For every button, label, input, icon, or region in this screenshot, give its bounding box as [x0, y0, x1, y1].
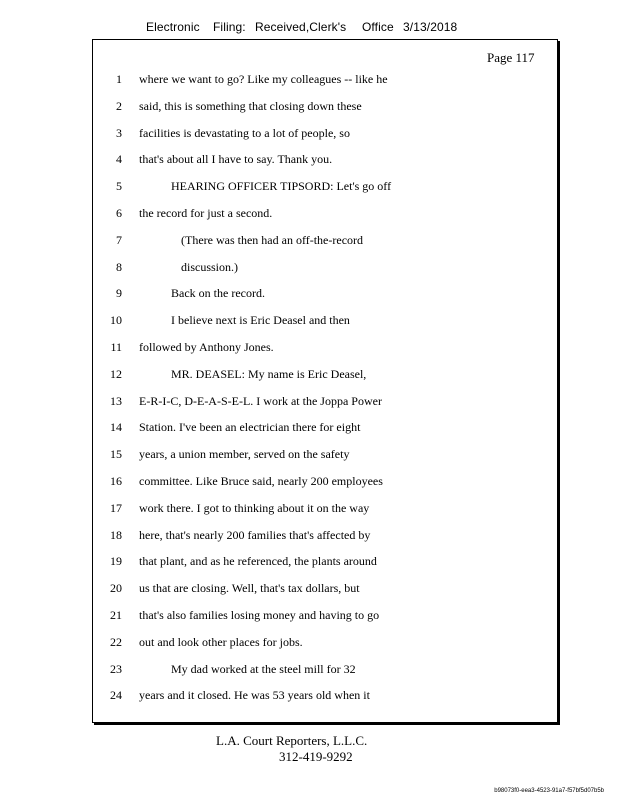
line-text: E-R-I-C, D-E-A-S-E-L. I work at the Joppa Power	[139, 393, 382, 408]
transcript-line	[92, 177, 556, 195]
transcript-line	[92, 338, 556, 356]
transcript-line	[92, 499, 556, 517]
transcript-line	[92, 445, 556, 463]
transcript-line	[92, 686, 556, 704]
line-number: 19	[110, 554, 122, 569]
transcript-line	[92, 418, 556, 436]
line-number: 22	[110, 634, 122, 649]
line-number: 8	[116, 259, 122, 274]
document-hash: b98073f0-eea3-4523-91a7-f57bf5d07b5b	[494, 788, 604, 794]
line-number: 10	[110, 313, 122, 328]
line-text: that plant, and as he referenced, the plants around	[139, 554, 377, 569]
line-number: 16	[110, 474, 122, 488]
line-number: 17	[110, 500, 122, 515]
filing-office: Office	[362, 20, 394, 34]
line-text: I believe next is Eric Deasel and then	[171, 313, 350, 328]
footer-company: L.A. Court Reporters, L.L.C.	[216, 733, 368, 748]
line-text: out and look other places for jobs.	[139, 634, 303, 649]
line-number: 11	[110, 340, 122, 354]
line-text: Back on the record.	[171, 286, 265, 301]
line-number: 24	[110, 688, 122, 703]
transcript-line	[92, 526, 556, 544]
line-number: 6	[116, 206, 122, 220]
line-number: 4	[116, 152, 122, 167]
line-number: 7	[116, 232, 122, 247]
line-text: facilities is devastating to a lot of people, so	[139, 125, 350, 140]
line-number: 14	[110, 420, 122, 435]
line-text: the record for just a second.	[139, 206, 273, 220]
footer-phone: 312-419-9292	[279, 749, 353, 764]
line-text: that's also families losing money and having to go	[139, 608, 380, 622]
transcript-line	[92, 365, 556, 383]
transcript-line	[92, 472, 556, 490]
line-number: 5	[116, 179, 122, 194]
transcript-line	[92, 311, 556, 329]
line-number: 2	[116, 98, 122, 113]
line-number: 15	[110, 447, 122, 462]
line-text: years, a union member, served on the safety	[139, 447, 350, 462]
transcript-line	[92, 633, 556, 651]
line-text: followed by Anthony Jones.	[139, 340, 274, 354]
line-text: us that are closing. Well, that's tax dollars, but	[139, 581, 360, 596]
filing-received: Received,Clerk's	[255, 20, 347, 34]
filing-filing: Filing:	[213, 20, 246, 34]
line-number: 21	[110, 608, 122, 622]
transcript-line	[92, 392, 556, 410]
line-text: years and it closed. He was 53 years old when it	[139, 688, 370, 703]
line-text: HEARING OFFICER TIPSORD: Let's go off	[171, 179, 392, 194]
transcript-line	[92, 606, 556, 624]
transcript-line	[92, 70, 556, 88]
line-text: said, this is something that closing down these	[139, 98, 362, 113]
transcript-line	[92, 579, 556, 597]
line-text: My dad worked at the steel mill for 32	[171, 661, 356, 676]
line-text: discussion.)	[181, 259, 238, 274]
line-number: 1	[116, 72, 122, 86]
transcript-line	[92, 204, 556, 222]
transcript-line	[92, 552, 556, 570]
line-number: 3	[116, 125, 122, 140]
filing-electronic: Electronic	[146, 20, 200, 34]
transcript-line	[92, 660, 556, 678]
transcript-line	[92, 284, 556, 302]
line-text: Station. I've been an electrician there for eight	[139, 420, 361, 435]
transcript-line	[92, 258, 556, 276]
line-text: work there. I got to thinking about it on the way	[139, 500, 370, 515]
transcript-line	[92, 231, 556, 249]
line-text: where we want to go? Like my colleagues -- like he	[139, 72, 388, 86]
page-number: Page 117	[487, 50, 535, 65]
filing-date: 3/13/2018	[403, 20, 458, 34]
line-number: 13	[110, 393, 122, 408]
line-text: that's about all I have to say. Thank you.	[139, 152, 333, 167]
line-number: 9	[116, 286, 122, 301]
line-text: here, that's nearly 200 families that's affected by	[139, 527, 371, 542]
line-number: 23	[110, 661, 122, 676]
transcript-line	[92, 97, 556, 115]
line-text: committee. Like Bruce said, nearly 200 employees	[139, 474, 383, 488]
line-text: (There was then had an off-the-record	[181, 232, 364, 247]
transcript-line	[92, 150, 556, 168]
line-number: 20	[110, 581, 122, 596]
line-text: MR. DEASEL: My name is Eric Deasel,	[171, 366, 367, 381]
line-number: 18	[110, 527, 122, 542]
transcript-line	[92, 124, 556, 142]
line-number: 12	[110, 366, 122, 381]
